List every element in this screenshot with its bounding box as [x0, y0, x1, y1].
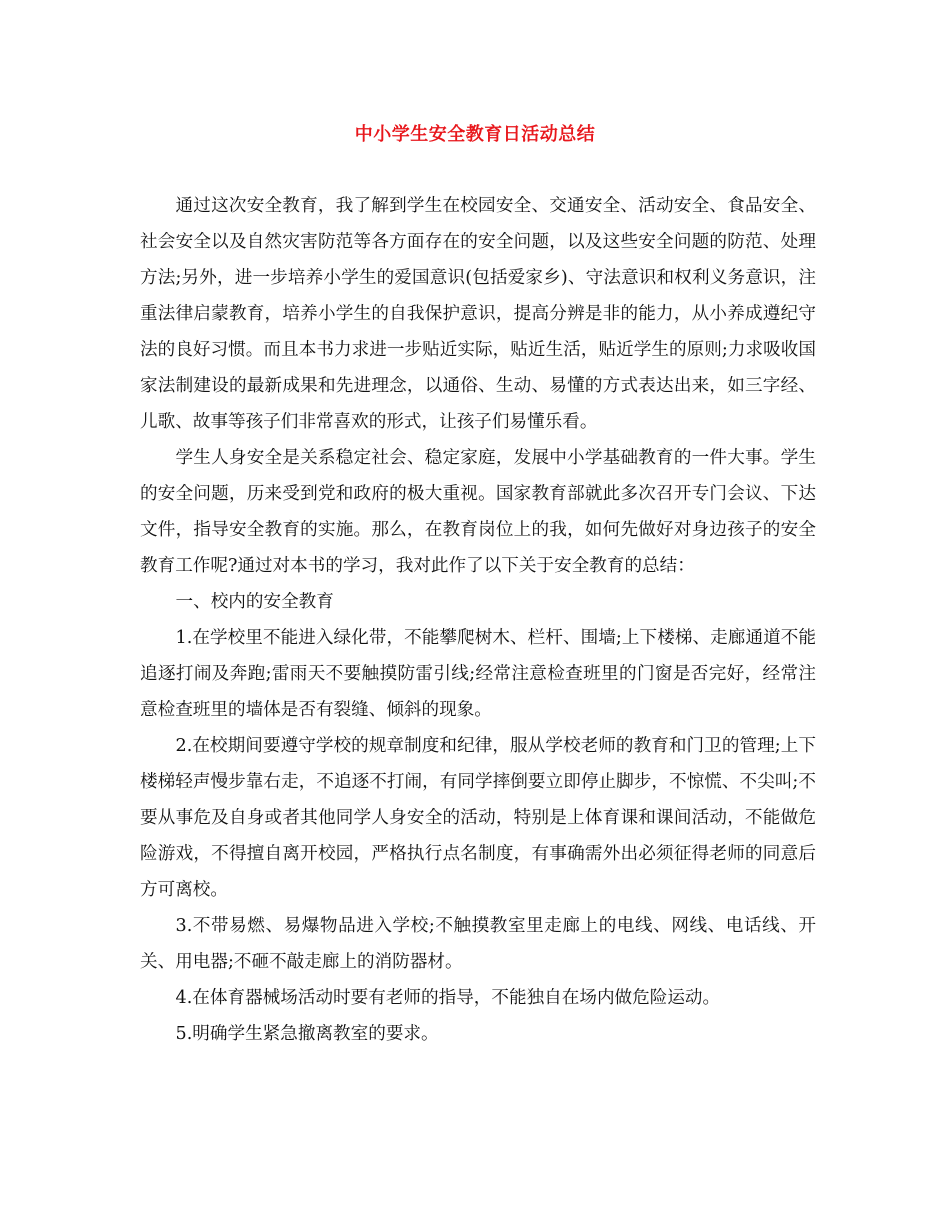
list-item: 3.不带易燃、易爆物品进入学校;不触摸教室里走廊上的电线、网线、电话线、开关、用电器;不砸不敲走廊上的消防器材。	[140, 916, 816, 972]
list-item: 2.在校期间要遵守学校的规章制度和纪律，服从学校老师的教育和门卫的管理;上下楼梯轻声慢步靠右走，不追逐不打闹，有同学摔倒要立即停止脚步，不惊慌、不尖叫;不要从事危及自身或者其他同学人身安全的活动，特别是上体育课和课间活动，不能做危险游戏，不得擅自离开校园，严格执行点名制度，有事确需外出必须征得老师的同意后方可离校。	[140, 736, 816, 900]
list-item: 1.在学校里不能进入绿化带，不能攀爬树木、栏杆、围墙;上下楼梯、走廊通道不能追逐打闹及奔跑;雷雨天不要触摸防雷引线;经常注意检查班里的门窗是否完好，经常注意检查班里的墙体是否有裂缝、倾斜的现象。	[140, 628, 816, 720]
document-body	[140, 188, 816, 1052]
section-heading: 一、校内的安全教育	[175, 592, 334, 612]
paragraph-importance: 学生人身安全是关系稳定社会、稳定家庭，发展中小学基础教育的一件大事。学生的安全问题，历来受到党和政府的极大重视。国家教育部就此多次召开专门会议、下达文件，指导安全教育的实施。那么，在教育岗位上的我，如何先做好对身边孩子的安全教育工作呢?通过对本书的学习，我对此作了以下关于安全教育的总结：	[140, 448, 816, 576]
paragraph-intro: 通过这次安全教育，我了解到学生在校园安全、交通安全、活动安全、食品安全、社会安全以及自然灾害防范等各方面存在的安全问题，以及这些安全问题的防范、处理方法;另外，进一步培养小学生的爱国意识(包括爱家乡)、守法意识和权利义务意识，注重法律启蒙教育，培养小学生的自我保护意识，提高分辨是非的能力，从小养成遵纪守法的良好习惯。而且本书力求进一步贴近实际，贴近生活，贴近学生的原则;力求吸收国家法制建设的最新成果和先进理念，以通俗、生动、易懂的方式表达出来，如三字经、儿歌、故事等孩子们非常喜欢的形式，让孩子们易懂乐看。	[140, 196, 816, 432]
document-title: 中小学生安全教育日活动总结	[354, 124, 596, 145]
list-item: 4.在体育器械场活动时要有老师的指导，不能独自在场内做危险运动。	[175, 988, 721, 1008]
list-item: 5.明确学生紧急撤离教室的要求。	[175, 1024, 439, 1044]
